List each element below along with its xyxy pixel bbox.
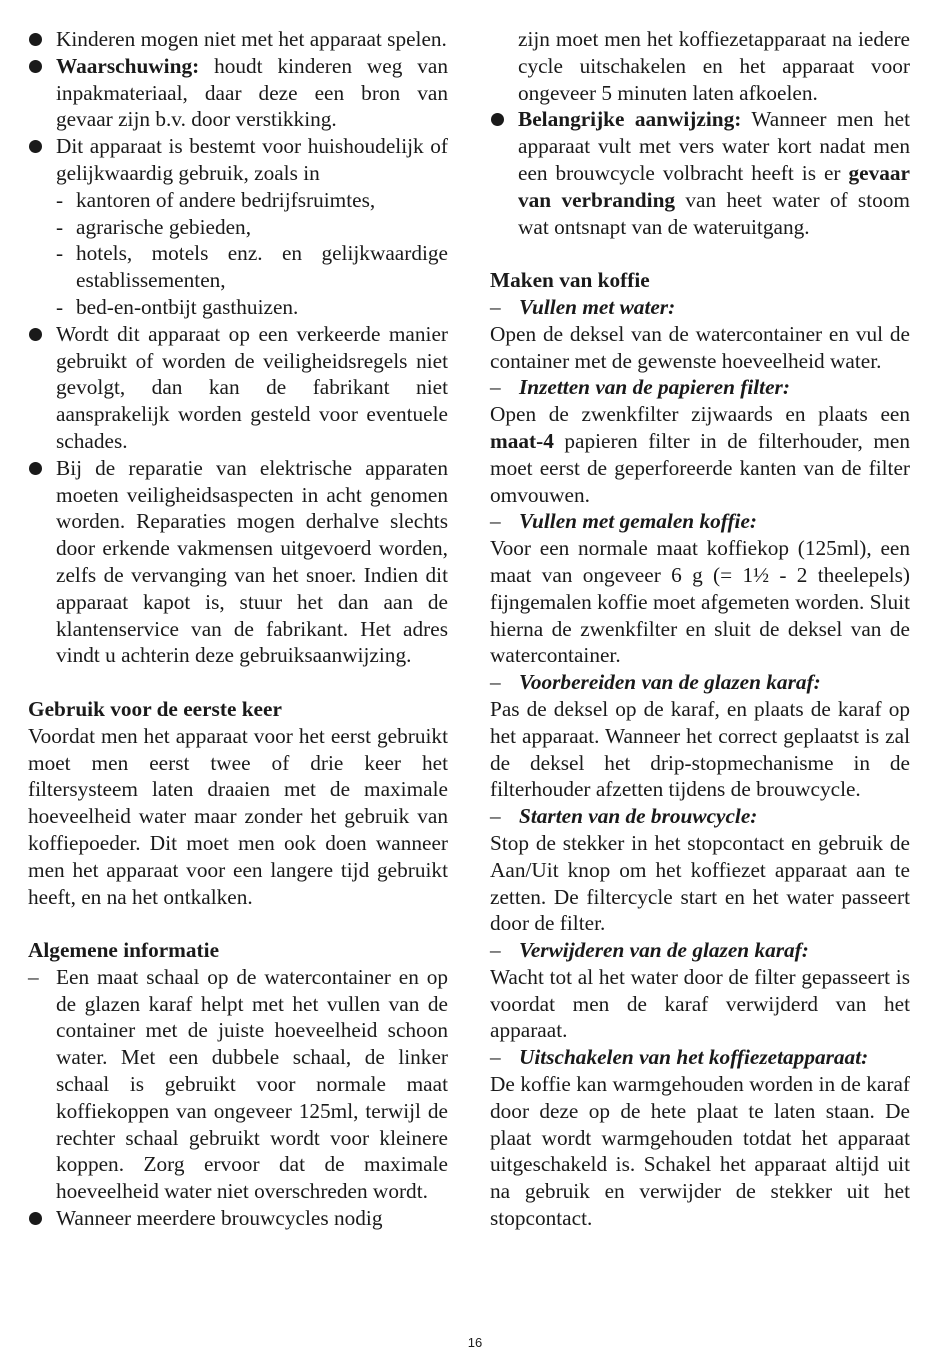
warning-text: houdt kinderen weg van inpakmateriaal, daar deze een bron van gevaar zijn b.v. door verstikking. xyxy=(56,53,448,132)
making-coffee-heading: Maken van koffie xyxy=(490,268,650,293)
step-text: De koffie kan warmgehouden worden in de karaf door deze op de hete plaat te laten staan. De plaat wordt warmgehouden totdat het apparaat uitgeschakeld is. Schakel het apparaat altijd uit na gebruik en verwijder de stekker uit het stopcontact. xyxy=(490,1072,910,1231)
household-item-text: kantoren of andere bedrijfsruimtes, xyxy=(76,187,376,212)
dash-marker: – xyxy=(490,294,501,319)
step-text: Pas de deksel op de karaf, en plaats de karaf op het apparaat. Wanneer het correct geplaatst is zal de deksel het drip-stopmechanisme in de filterhouder afzetten tijdens de brouwcycle. xyxy=(490,696,910,802)
important-text: van heet water of stoom wat ontsnapt van de wateruitgang. xyxy=(518,187,910,239)
important-bold-text: gevaar van verbranding xyxy=(518,160,910,212)
page-number: 16 xyxy=(467,1335,483,1350)
sub-marker: - xyxy=(56,294,64,319)
important-text: Wanneer men het apparaat vult met vers water kort nadat men een brouwcycle volbracht heeft is er xyxy=(518,107,910,185)
step-title xyxy=(490,937,910,964)
sub-marker: - xyxy=(56,214,64,239)
step-text-part: papieren filter in de filterhouder, men moet eerst de geperforeerde kanten van de filter omvouwen. xyxy=(490,428,910,507)
step-title-text: Starten van de brouwcycle: xyxy=(519,804,758,829)
bullet-text: Wordt dit apparaat op een verkeerde manier gebruikt of worden de veiligheidsregels niet gevolgt, dan kan de fabrikant niet aansprakelijk worden gesteld voor eventuele schades. xyxy=(56,321,448,453)
first-use-heading: Gebruik voor de eerste keer xyxy=(28,696,282,721)
step-title-text: Inzetten van de papieren filter: xyxy=(519,375,790,400)
right-column xyxy=(490,26,910,1232)
first-use-text: Voordat men het apparaat voor het eerst gebruikt moet men eerst twee of drie keer het filtersysteem laten draaien met de maximale hoeveelheid water maar zonder het gebruik van koffiepoeder. Dit moet men ook doen wanneer men het apparaat voor een langere tijd gebruikt heeft, en na het ontkalken. xyxy=(28,723,448,909)
bullet-repair xyxy=(28,455,448,669)
bullet-children xyxy=(28,26,448,53)
step-title xyxy=(490,508,910,535)
household-item xyxy=(28,294,448,321)
filter-size: maat-4 xyxy=(490,428,554,453)
general-info-heading: Algemene informatie xyxy=(28,938,220,963)
household-item-text: bed-en-ontbijt gasthuizen. xyxy=(76,294,299,319)
step-title xyxy=(490,1044,910,1071)
household-item xyxy=(28,214,448,241)
step-title xyxy=(490,669,910,696)
step-text xyxy=(490,401,910,508)
step-text: Open de deksel van de watercontainer en vul de container met de gewenste hoeveelheid water. xyxy=(490,321,910,373)
bullet-liability xyxy=(28,321,448,455)
dash-marker: – xyxy=(490,1045,501,1070)
bullet-text: Kinderen mogen niet met het apparaat spelen. xyxy=(56,27,447,51)
step-title-text: Vullen met water: xyxy=(519,294,676,319)
dash-marker: – xyxy=(28,964,39,989)
dash-marker: – xyxy=(490,670,501,695)
step-title xyxy=(490,294,910,321)
dash-marker: – xyxy=(490,804,501,829)
step-text: Stop de stekker in het stopcontact en gebruik de Aan/Uit knop om het koffiezet apparaat aan te zetten. De filtercycle start en het water passeert door de filter. xyxy=(490,830,910,936)
bullet-warning xyxy=(28,53,448,133)
general-info-text: Een maat schaal op de watercontainer en op de glazen karaf helpt met het vullen van de container met de juiste hoeveelheid schoon water. Met een dubbele schaal, de linker schaal is gebruikt voor normale maat koffiekoppen van ongeveer 125ml, terwijl de rechter schaal gebruikt wordt voor kleinere koppen. Zorg ervoor dat de maximale hoeveelheid water niet overschreden wordt. xyxy=(56,964,448,1204)
step-title xyxy=(490,803,910,830)
step-title-text: Uitschakelen van het koffiezetapparaat: xyxy=(519,1045,869,1070)
bullet-text: zijn moet men het koffiezetapparaat na iedere cycle uitschakelen en het apparaat voor ongeveer 5 minuten laten afkoelen. xyxy=(518,27,910,105)
step-title-text: Voorbereiden van de glazen karaf: xyxy=(519,670,821,695)
household-item-text: agrarische gebieden, xyxy=(76,214,252,239)
general-info-item xyxy=(28,964,448,1205)
step-text: Wacht tot al het water door de filter gepasseert is voordat men de karaf verwijderd van het apparaat. xyxy=(490,964,910,1043)
step-text: Voor een normale maat koffiekop (125ml), een maat van ongeveer 6 g (= 1½ - 2 theelepels) fijngemalen koffie moet afgemeten worden. Sluit hierna de zwenkfilter en sluit de deksel van de watercontainer. xyxy=(490,536,910,668)
sub-marker: - xyxy=(56,241,64,266)
household-item xyxy=(28,240,448,294)
step-title-text: Verwijderen van de glazen karaf: xyxy=(519,938,809,963)
step-title xyxy=(490,374,910,401)
bullet-text: Bij de reparatie van elektrische apparaten moeten veiligheidsaspecten in acht genomen worden. Reparaties mogen derhalve slechts door erkende vakmensen uitgevoerd worden, zelfs de vervanging van het snoer. Indien dit apparaat kapot is, stuur het dan aan de klantenservice van de fabrikant. Het adres vindt u achterin deze gebruiksaanwijzing. xyxy=(56,455,448,668)
bullet-text: Wanneer meerdere brouwcycles nodig xyxy=(56,1206,383,1231)
dash-marker: – xyxy=(490,375,501,400)
sub-marker: - xyxy=(56,187,64,212)
bullet-multiple-cycles xyxy=(28,1205,448,1232)
bullet-important xyxy=(490,106,910,240)
left-column xyxy=(28,26,448,1232)
step-text-part: Open de zwenkfilter zijwaards en plaats een xyxy=(490,402,910,427)
step-title-text: Vullen met gemalen koffie: xyxy=(519,509,757,534)
dash-marker: – xyxy=(490,938,501,963)
dash-marker: – xyxy=(490,509,501,534)
household-item-text: hotels, motels enz. en gelijkwaardige establissementen, xyxy=(76,241,448,293)
bullet-text: Dit apparaat is bestemt voor huishoudelijk of gelijkwaardig gebruik, zoals in xyxy=(56,134,448,185)
bullet-multiple-cycles-continued xyxy=(490,26,910,106)
bullet-household xyxy=(28,133,448,187)
important-label: Belangrijke aanwijzing: xyxy=(518,107,742,132)
warning-label: Waarschuwing: xyxy=(56,53,200,78)
household-item xyxy=(28,187,448,214)
